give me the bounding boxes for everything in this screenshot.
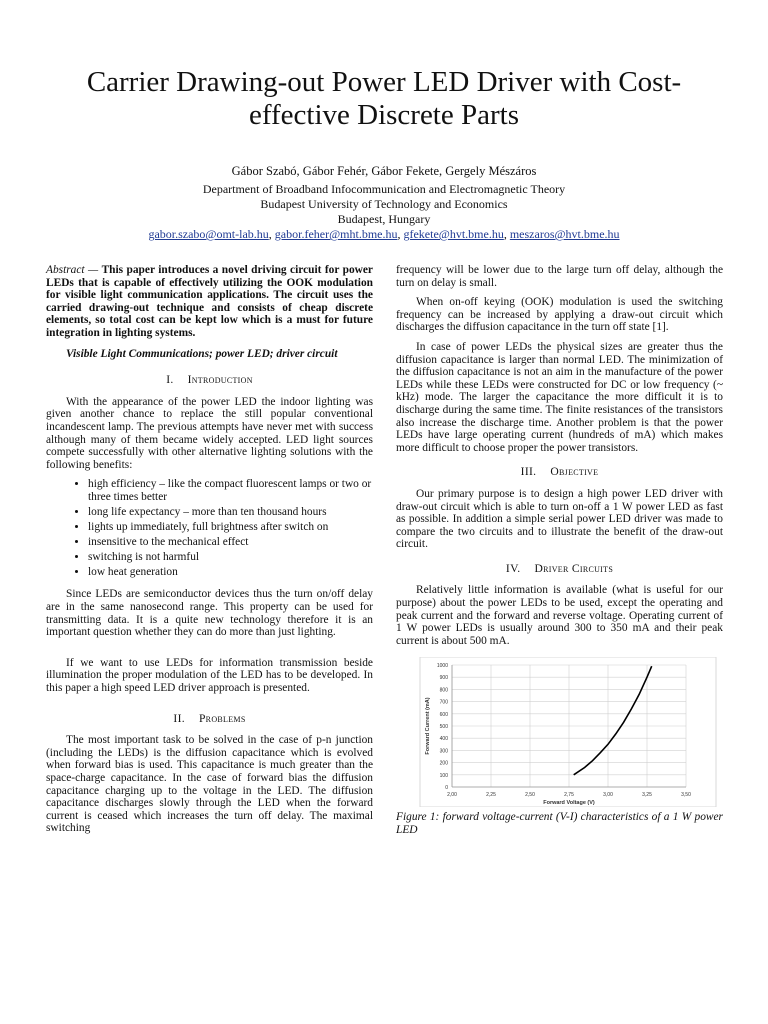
email-link[interactable]: meszaros@hvt.bme.hu	[509, 227, 620, 241]
y-tick-label: 800	[439, 687, 448, 694]
keywords: Visible Light Communications; power LED; driver circuit	[66, 347, 338, 360]
section-number: IV.	[505, 561, 521, 575]
abstract-dash: —	[84, 264, 102, 276]
author-names: Gábor Szabó, Gábor Fehér, Gábor Fekete, Gergely Mészáros	[231, 164, 537, 178]
x-tick-label: 2,00	[447, 792, 457, 799]
left-column	[46, 264, 373, 842]
x-tick-label: 2,25	[486, 792, 496, 799]
section-heading-objective	[396, 466, 723, 479]
section-number: II.	[173, 711, 185, 725]
email-link[interactable]: gfekete@hvt.bme.hu	[403, 227, 504, 241]
section-heading-introduction	[46, 374, 373, 387]
city: Budapest, Hungary	[337, 212, 431, 226]
email-list	[40, 227, 728, 242]
author-block	[40, 164, 728, 242]
vi-chart	[396, 657, 723, 807]
x-axis-label: Forward Voltage (V)	[543, 800, 595, 807]
y-axis-label: Forward Current (mA)	[425, 697, 431, 756]
y-tick-label: 400	[439, 736, 448, 743]
paper-title: Carrier Drawing-out Power LED Driver with Cost-effective Discrete Parts	[86, 66, 682, 131]
email-link[interactable]: gabor.szabo@omt-lab.hu	[148, 227, 269, 241]
section-title: Introduction	[187, 373, 253, 387]
paragraph: Since LEDs are semiconductor devices thus the turn on/off delay are in the same nanosecond range. This property can be used for transmitting data. It is a quite new technology therefore it is an important question whether they can do more than just lighting.	[46, 588, 373, 639]
paragraph: If we want to use LEDs for information transmission beside illumination the proper modulation of the LED has to be developed. In this paper a high speed LED driver approach is presented.	[46, 656, 373, 694]
abstract-text: This paper introduces a novel driving circuit for power LEDs that is capable of effectively utilizing the OOK modulation for visible light communication applications. The circuit uses the carried drawing-out technique and consists of cheap discrete elements, so total cost can be kept low which is a must for future integration in lighting systems.	[46, 264, 373, 339]
y-tick-label: 600	[439, 712, 448, 719]
y-tick-label: 100	[439, 773, 448, 780]
y-tick-label: 500	[439, 724, 448, 731]
list-item: • insensitive to the mechanical effect	[88, 536, 373, 549]
list-item: • long life expectancy – more than ten thousand hours	[88, 506, 373, 519]
y-tick-label: 900	[439, 675, 448, 682]
section-title: Problems	[198, 711, 246, 725]
list-item: • switching is not harmful	[88, 551, 373, 564]
x-tick-label: 2,50	[525, 792, 535, 799]
benefits-list	[46, 478, 373, 578]
section-title: Driver Circuits	[534, 561, 614, 575]
list-item: • low heat generation	[88, 566, 373, 579]
email-link[interactable]: gabor.feher@mht.bme.hu	[274, 227, 398, 241]
y-tick-label: 300	[439, 748, 448, 755]
email-separator: ,	[397, 227, 404, 241]
abstract	[46, 264, 373, 340]
x-tick-label: 2,75	[564, 792, 574, 799]
department: Department of Broadband Infocommunication and Electromagnetic Theory	[202, 182, 566, 196]
section-heading-driver-circuits	[396, 563, 723, 576]
y-tick-label: 200	[439, 761, 448, 768]
university: Budapest University of Technology and Economics	[260, 197, 508, 211]
y-tick-label: 0	[445, 785, 448, 792]
section-number: I.	[166, 373, 174, 387]
email-separator: ,	[268, 227, 275, 241]
right-column	[396, 264, 723, 844]
paragraph: Our primary purpose is to design a high power LED driver with draw-out circuit which is able to turn on-off a 1 W power LED as fast as possible. In addition a simple serial power LED driver was made to compare the two circuits and to illustrate the benefit of the draw-out circuit.	[396, 487, 723, 551]
x-tick-label: 3,00	[603, 792, 613, 799]
figure-caption: Figure 1: forward voltage-current (V-I) characteristics of a 1 W power LED	[396, 811, 723, 837]
section-number: III.	[520, 465, 537, 479]
paragraph: frequency will be lower due to the large turn off delay, although the turn on delay is small.	[396, 264, 723, 289]
section-heading-problems	[46, 713, 373, 726]
x-tick-label: 3,50	[681, 792, 691, 799]
y-tick-label: 1000	[436, 663, 448, 670]
x-tick-label: 3,25	[642, 792, 652, 799]
section-title: Objective	[550, 465, 599, 479]
y-tick-label: 700	[439, 700, 448, 707]
paragraph: When on-off keying (OOK) modulation is used the switching frequency can be increased by applying a draw-out circuit which discharges the diffusion capacitance in the turn off state [1].	[396, 296, 723, 334]
list-item: • high efficiency – like the compact fluorescent lamps or two or three times better	[88, 478, 373, 503]
paragraph: The most important task to be solved in the case of p-n junction (including the LEDs) is the diffusion capacitance which is evolved when forward bias is used. This capacitance is much greater than the space-charge capacitance. In the case of forward bias the diffusion capacitance charging up to the voltage in the LED. The diffusion capacitance discharges slowly through the LED when the forward current is ceased which increases the turn off delay. The maximal switching	[46, 734, 373, 835]
paragraph: In case of power LEDs the physical sizes are greater thus the diffusion capacitance is larger than normal LED. The minimization of the diffusion capacitance is not an aim in the manufacture of the power LEDs while these LEDs were constructed for DC or low frequency (~ kHz) mode. The larger the capacitance the more difficult it is to discharge during the same time. The finite resistances of the transistors also increase the discharge time. Another problem is that the power LEDs have large operating current (hundreds of mA) which makes more difficult to choose proper the power transistors.	[396, 340, 723, 454]
paragraph: With the appearance of the power LED the indoor lighting was given another chance to replace the still popular conventional incandescent lamp. The previous attempts have never met with success although many of them became widely accepted. LED light sources compete successfully with other alternative lighting solutions with the following benefits:	[46, 395, 373, 471]
list-item: • lights up immediately, full brightness after switch on	[88, 521, 373, 534]
email-separator: ,	[503, 227, 510, 241]
paragraph: Relatively little information is available (what is useful for our purpose) about the power LEDs to be used, except the operating and peak current and the forward and reverse voltage. Operating current of 1 W power LEDs is usually around 300 to 350 mA and their peak current is about 500 mA.	[396, 584, 723, 647]
chart-frame	[420, 657, 716, 807]
abstract-lead: Abstract	[46, 264, 85, 276]
figure-1	[396, 657, 723, 836]
